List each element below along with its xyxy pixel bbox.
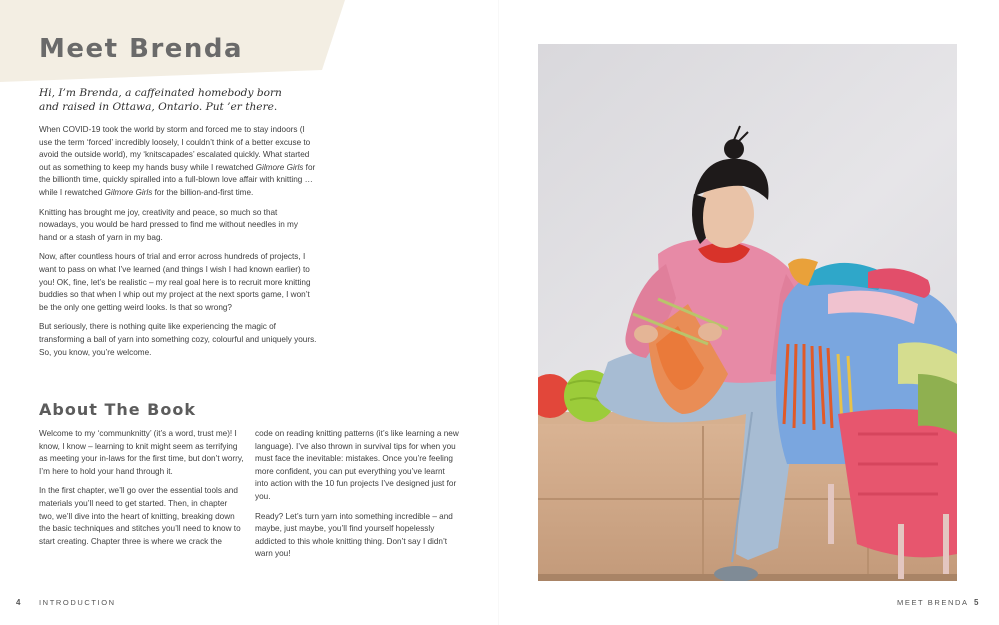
about-heading: About The Book (39, 400, 196, 419)
about-right-paragraph-2: Ready? Let’s turn yarn into something incredible – and maybe, just maybe, you’ll find yourself hopelessly addicted to this whole knitting thing. Don’t say I didn’t warn you! (255, 511, 453, 559)
page-title: Meet Brenda (39, 34, 244, 64)
intro-paragraph-4: But seriously, there is nothing quite like experiencing the magic of transforming a ball of yarn into something cozy, colourful and uniquely yours. So, you know, you’re welcome. (39, 322, 317, 357)
running-footer-right: MEET BRENDA (897, 598, 969, 607)
about-column-right (255, 428, 460, 568)
intro-lede: Hi, I’m Brenda, a caffeinated homebody born and raised in Ottawa, Ontario. Put ’er there. (39, 87, 282, 113)
about-column-left (39, 428, 244, 555)
intro-paragraph-2: Knitting has brought me joy, creativity and peace, so much so that nowadays, you would be hard pressed to find me without needles in my hand or a stash of yarn in my bag. (39, 207, 298, 242)
emphasis: Gilmore Girls (104, 187, 153, 197)
page-number-right: 5 (974, 598, 979, 607)
intro-paragraph-1: When COVID-19 took the world by storm and forced me to stay indoors (I use the term ‘forced’ incredibly loosely, I couldn’t think of a better excuse to avoid the outside world), my ‘knitscapades’ escalated quickly. What started out as something to keep my hands busy while I rewatched Gilmore Girls for the billionth time, quickly spiralled into a full-blown love affair with knitting … while I rewatched Gilmore Girls for the billion-and-first time. (39, 125, 316, 197)
pink-blanket (838, 409, 957, 557)
intro-body (39, 124, 317, 366)
intro-paragraph-3: Now, after countless hours of trial and error across hundreds of projects, I want to pass on what I’ve learned (and things I wish I had known earlier) to you! OK, fine, let’s be realistic – my real goal here is to recruit more knitting buddies so that when I whip out my project at the next sports game, I won’t be the only one getting weird looks. Is that so wrong? (39, 252, 311, 312)
photo-illustration (538, 44, 957, 581)
about-left-paragraph-2: In the first chapter, we’ll go over the essential tools and materials you’ll need to get started. Then, in chapter two, we’ll dive into the heart of knitting, breaking down the basic techniques and stitches you’ll need to know to start creating. Chapter three is where we crack the (39, 486, 241, 546)
page-number-left: 4 (16, 598, 21, 607)
about-right-paragraph-1: code on reading knitting patterns (it’s like learning a new language). I’ve also thrown in survival tips for when you must face the inevitable: mistakes. Once you’re feeling more confident, you can put everything you’ve learnt into action with the 10 fun projects I’ve designed just for you. (255, 429, 459, 501)
running-footer-left: INTRODUCTION (39, 598, 116, 607)
emphasis: Gilmore Girls (255, 162, 304, 172)
photo-brenda-knitting (538, 44, 957, 581)
about-left-paragraph-1: Welcome to my ‘communknitty’ (it’s a word, trust me)! I know, I know – learning to knit might seem as terrifying as meeting your in-laws for the first time, but don’t worry, I’m here to hold your hand through it. (39, 429, 244, 476)
left-page (0, 0, 499, 625)
